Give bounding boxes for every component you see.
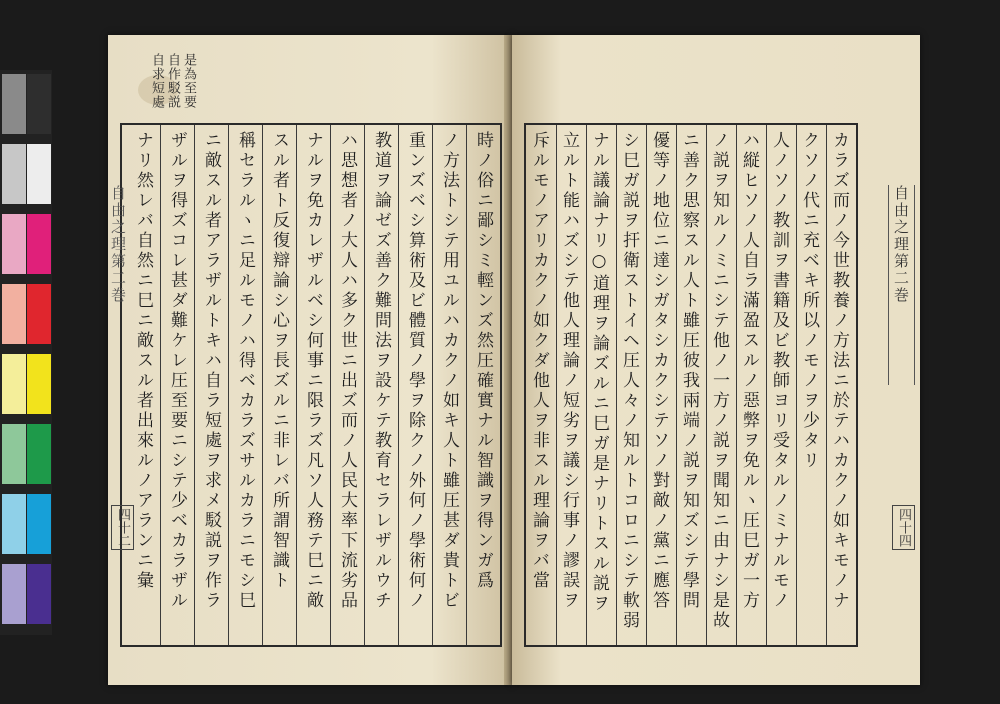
text-column: カラズ而ノ今世教養ノ方法ニ於テハカクノ如キモノナ — [829, 131, 849, 611]
left-text-frame — [120, 123, 502, 647]
column-rule — [766, 125, 767, 645]
color-swatch — [2, 74, 26, 134]
color-swatch — [27, 284, 51, 344]
color-swatch — [2, 354, 26, 414]
color-swatch — [27, 354, 51, 414]
column-rule — [796, 125, 797, 645]
text-column: 稱セラルヽニ足ルモノハ得ベカラズサルカラニモシ巳 — [235, 131, 255, 611]
color-swatch — [27, 144, 51, 204]
right-folio: 四十四 — [892, 505, 915, 550]
column-rule — [228, 125, 229, 645]
text-column: シ巳ガ説ヲ扞衛ストイヘ圧人々ノ知ルトコロニシテ軟弱 — [619, 131, 639, 631]
column-rule — [676, 125, 677, 645]
column-rule — [736, 125, 737, 645]
color-swatch — [2, 284, 26, 344]
text-column: 人ノソノ教訓ヲ書籍及ビ教師ヨリ受タルノミナルモノ — [769, 131, 789, 611]
text-column: ハ縦ヒソノ人自ラ滿盈スルノ惡弊ヲ免ルヽ圧巳ガ一方 — [739, 131, 759, 611]
column-rule — [826, 125, 827, 645]
column-rule — [262, 125, 263, 645]
color-swatch — [2, 494, 26, 554]
column-rule — [296, 125, 297, 645]
text-column: ナルヲ免カレザルベシ何事ニ限ラズ凡ソ人務テ巳ニ敵 — [303, 131, 323, 611]
column-rule — [398, 125, 399, 645]
marginal-note-line: 是為至要 — [181, 53, 196, 109]
text-column: ハ思想者ノ大人ハ多ク世ニ出ズ而ノ人民大率下流劣品 — [337, 131, 357, 611]
left-folio: 四十二 — [111, 505, 134, 550]
text-column: 教道ヲ論ゼズ善ク難問法ヲ設ケテ教育セラレザルウチ — [371, 131, 391, 611]
marginal-note-line: 自作駁説 — [165, 53, 180, 109]
column-rule — [586, 125, 587, 645]
text-column: 優等ノ地位ニ達シガタシカクシテソノ對敵ノ黨ニ應答 — [649, 131, 669, 611]
color-swatch — [27, 214, 51, 274]
text-column: ナル議論ナリ○道理ヲ論ズルニ巳ガ是ナリトスル説ヲ — [589, 131, 609, 614]
left-spine-title: 自由之理第二巻 — [109, 185, 127, 304]
color-calibration-strip — [0, 70, 52, 635]
marginal-note — [148, 53, 196, 123]
left-page — [108, 35, 512, 685]
text-column: スル者ト反復辯論シ心ヲ長ズルニ非レバ所謂智識ト — [269, 131, 289, 591]
column-rule — [330, 125, 331, 645]
text-column: 立ルト能ハズシテ他人理論ノ短劣ヲ議シ行事ノ謬誤ヲ — [559, 131, 579, 611]
text-column: ニ敵スル者アラザルトキハ自ラ短處ヲ求メ駁説ヲ作ラ — [201, 131, 221, 611]
column-rule — [646, 125, 647, 645]
text-column: ノ説ヲ知ルノミニシテ他ノ一方ノ説ヲ聞知ニ由ナシ是故 — [709, 131, 729, 631]
color-swatch — [2, 214, 26, 274]
column-rule — [432, 125, 433, 645]
text-column: クソノ代ニ充ベキ所以ノモノヲ少タリ — [799, 131, 819, 471]
right-page — [512, 35, 920, 685]
text-column: 斥ルモノアリカクノ如クダ他人ヲ非スル理論ヲバ當 — [529, 131, 549, 591]
color-swatch — [2, 424, 26, 484]
column-rule — [194, 125, 195, 645]
right-spine-title: 自由之理第二巻 — [888, 185, 915, 385]
text-column: ナリ然レバ自然ニ巳ニ敵スル者出來ルノアランニ彙 — [133, 131, 153, 591]
color-swatch — [27, 424, 51, 484]
marginal-note-line: 自求短處 — [149, 53, 164, 109]
column-rule — [466, 125, 467, 645]
text-column: 時ノ俗ニ鄙シミ輕ンズ然圧確實ナル智識ヲ得ンガ爲 — [473, 131, 493, 591]
color-swatch — [27, 564, 51, 624]
color-swatch — [2, 564, 26, 624]
color-swatch — [27, 494, 51, 554]
text-column: ノ方法トシテ用ユルハカクノ如キ人ト雖圧甚ダ貴トビ — [439, 131, 459, 611]
column-rule — [616, 125, 617, 645]
open-book — [108, 35, 920, 685]
column-rule — [160, 125, 161, 645]
text-column: 重ンズベシ算術及ビ體質ノ學ヲ除クノ外何ノ學術何ノ — [405, 131, 425, 611]
column-rule — [556, 125, 557, 645]
column-rule — [706, 125, 707, 645]
text-column: ニ善ク思察スル人ト雖圧彼我兩端ノ説ヲ知ズシテ學問 — [679, 131, 699, 611]
color-swatch — [2, 144, 26, 204]
text-column: ザルヲ得ズコレ甚ダ難ケレ圧至要ニシテ少ベカラザル — [167, 131, 187, 611]
right-text-frame — [524, 123, 858, 647]
column-rule — [364, 125, 365, 645]
color-swatch — [27, 74, 51, 134]
